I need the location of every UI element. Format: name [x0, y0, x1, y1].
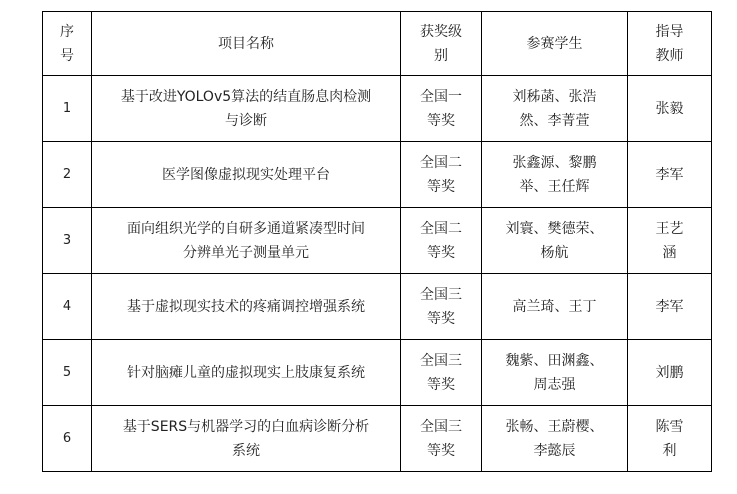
row-project-name: 基于SERS与机器学习的白血病诊断分析 系统	[92, 406, 401, 472]
table-row	[43, 208, 712, 274]
table-row	[43, 142, 712, 208]
row-project-name: 面向组织光学的自研多通道紧凑型时间 分辨单光子测量单元	[92, 208, 401, 274]
row-students: 张畅、王蔚樱、 李懿辰	[482, 406, 628, 472]
table-row	[43, 340, 712, 406]
header-row	[43, 12, 712, 76]
row-award-level: 全国三 等奖	[401, 274, 482, 340]
row-students: 刘寰、樊德荣、 杨航	[482, 208, 628, 274]
table-row	[43, 274, 712, 340]
row-index: 2	[43, 142, 92, 208]
header-project-name: 项目名称	[92, 12, 401, 76]
header-index: 序 号	[43, 12, 92, 76]
row-award-level: 全国二 等奖	[401, 142, 482, 208]
row-award-level: 全国三 等奖	[401, 406, 482, 472]
row-advisor: 王艺 涵	[628, 208, 712, 274]
header-advisor: 指导 教师	[628, 12, 712, 76]
row-advisor: 陈雪 利	[628, 406, 712, 472]
row-award-level: 全国三 等奖	[401, 340, 482, 406]
header-students: 参赛学生	[482, 12, 628, 76]
row-project-name: 医学图像虚拟现实处理平台	[92, 142, 401, 208]
table-row	[43, 406, 712, 472]
row-advisor: 张毅	[628, 76, 712, 142]
row-students: 高兰琦、王丁	[482, 274, 628, 340]
row-advisor: 刘鹏	[628, 340, 712, 406]
row-award-level: 全国二 等奖	[401, 208, 482, 274]
table-row	[43, 76, 712, 142]
row-index: 3	[43, 208, 92, 274]
row-index: 6	[43, 406, 92, 472]
row-award-level: 全国一 等奖	[401, 76, 482, 142]
row-project-name: 基于虚拟现实技术的疼痛调控增强系统	[92, 274, 401, 340]
awards-table	[42, 11, 712, 472]
row-students: 张鑫源、黎鹏 举、王任辉	[482, 142, 628, 208]
row-students: 魏紫、田渊鑫、 周志强	[482, 340, 628, 406]
row-index: 5	[43, 340, 92, 406]
row-advisor: 李军	[628, 274, 712, 340]
row-advisor: 李军	[628, 142, 712, 208]
row-students: 刘秭菡、张浩 然、李菁萱	[482, 76, 628, 142]
row-index: 1	[43, 76, 92, 142]
row-index: 4	[43, 274, 92, 340]
header-award-level: 获奖级 别	[401, 12, 482, 76]
row-project-name: 针对脑瘫儿童的虚拟现实上肢康复系统	[92, 340, 401, 406]
row-project-name: 基于改进YOLOv5算法的结直肠息肉检测 与诊断	[92, 76, 401, 142]
